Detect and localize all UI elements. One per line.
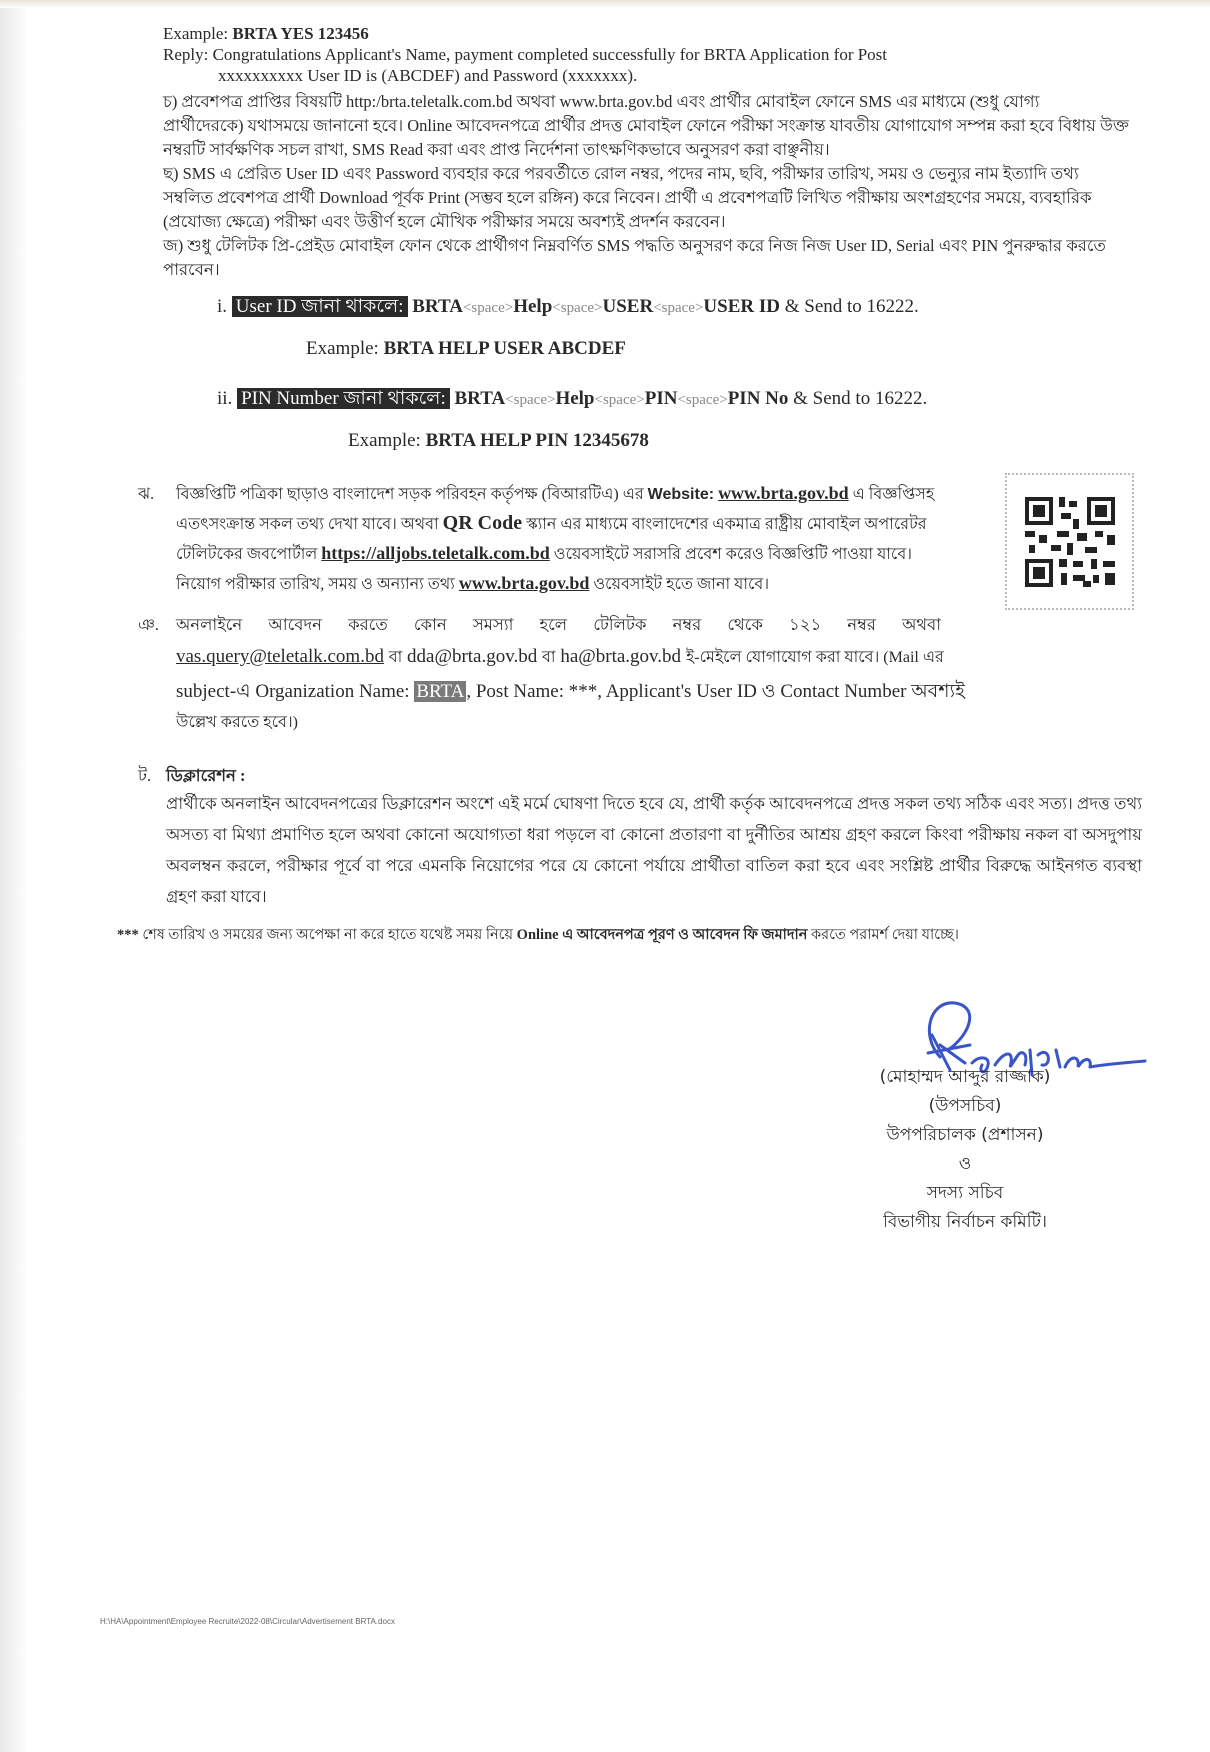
reply-label: Reply: bbox=[163, 45, 209, 64]
example-value: BRTA HELP PIN 12345678 bbox=[425, 430, 649, 451]
cmd-part: Help bbox=[513, 296, 553, 317]
cmd-part: BRTA bbox=[454, 388, 506, 409]
section-nya-line-1: অনলাইনে আবেদন করতে কোন সমস্যা হলে টেলিটক নম্বর থেকে ১২১ নম্বর অথবা bbox=[176, 615, 942, 634]
section-cha-line-2: প্রার্থীদেরকে) যথাসময়ে জানানো হবে। Online আবেদনপত্রে প্রার্থীর প্রদত্ত মোবাইল ফোনে পরীক্ষা সংক্রান্ত যাবতীয় যোগাযোগ সম্পন্ন করা হবে বিধায় উক্ত bbox=[163, 116, 1129, 135]
email-dda[interactable]: dda@brta.gov.bd bbox=[407, 646, 538, 667]
text: শেষ তারিখ ও সময়ের জন্য অপেক্ষা না করে হাতে যথেষ্ট সময় নিয়ে bbox=[142, 927, 514, 943]
section-jha-line-1 bbox=[176, 481, 934, 508]
org-name-highlight: BRTA bbox=[416, 681, 465, 702]
section-jha-line-3 bbox=[176, 541, 912, 568]
email-vas-query[interactable]: vas.query@teletalk.com.bd bbox=[176, 646, 384, 667]
section-nya-line-3 bbox=[176, 677, 965, 709]
signatory-title-2: সদস্য সচিব bbox=[926, 1183, 1004, 1203]
example-label: Example: bbox=[306, 338, 379, 359]
note-stars: *** bbox=[117, 927, 139, 943]
cmd-space: <space> bbox=[505, 392, 556, 408]
recovery-example-user bbox=[306, 338, 626, 360]
example-label: Example: bbox=[348, 430, 421, 451]
reply-line-2: xxxxxxxxxx User ID is (ABCDEF) and Password (xxxxxxx). bbox=[218, 66, 638, 85]
text: বা bbox=[542, 649, 556, 666]
example-value: BRTA HELP USER ABCDEF bbox=[383, 338, 626, 359]
text: নিয়োগ পরীক্ষার তারিখ, সময় ও অন্যান্য তথ্য bbox=[176, 576, 455, 593]
text: বিজ্ঞপ্তিটি পত্রিকা ছাড়াও বাংলাদেশ সড়ক পরিবহন কর্তৃপক্ষ (বিআরটিএ) এর bbox=[176, 486, 644, 503]
text: ওয়েবসাইটে সরাসরি প্রবেশ করেও বিজ্ঞপ্তিটি পাওয়া যাবে। bbox=[553, 546, 912, 563]
declaration-title: ডিক্লারেশন : bbox=[166, 766, 246, 785]
text: করতে পরামর্শ দেয়া যাচ্ছে। bbox=[810, 927, 959, 943]
scan-edge-shadow bbox=[0, 0, 28, 1752]
scan-top-edge bbox=[0, 0, 1210, 8]
section-cha-line-3: নম্বরটি সার্বক্ষণিক সচল রাখা, SMS Read করা এবং প্রাপ্ত নির্দেশনা তাৎক্ষণিকভাবে অনুসরণ করা বাঞ্ছনীয়। bbox=[163, 140, 830, 159]
section-jha-marker: ঝ. bbox=[138, 486, 155, 503]
text: স্ক্যান এর মাধ্যমে বাংলাদেশের একমাত্র রাষ্ট্রীয় মোবাইল অপারেটর bbox=[526, 516, 927, 533]
highlighted-label: PIN Number জানা থাকলে: bbox=[237, 388, 450, 409]
email-ha[interactable]: ha@brta.gov.bd bbox=[560, 646, 682, 667]
example-line bbox=[163, 24, 369, 44]
alljobs-link[interactable]: https://alljobs.teletalk.com.bd bbox=[321, 543, 550, 563]
example-label: Example: bbox=[163, 24, 229, 43]
brta-website-link[interactable]: www.brta.gov.bd bbox=[718, 483, 849, 503]
section-nya-line-4: উল্লেখ করতে হবে।) bbox=[176, 714, 298, 731]
section-ja-line-1: জ) শুধু টেলিটক প্রি-প্রেইড মোবাইল ফোন থেকে প্রার্থীগণ নিম্নবর্ণিত SMS পদ্ধতি অনুসরণ করে নিজ নিজ User ID, Serial এবং PIN পুনরুদ্ধার করতে bbox=[163, 236, 1106, 255]
qr-code[interactable] bbox=[1005, 473, 1134, 610]
deadline-note bbox=[117, 924, 959, 948]
website-label: Website: bbox=[647, 486, 715, 503]
note-emphasis: Online এ আবেদনপত্র পূরণ ও আবেদন ফি জমাদান bbox=[516, 927, 808, 943]
file-path-footer: H:\HA\Appointment\Employee Recruite\2022-08\Circular\Advertisement BRTA.docx bbox=[100, 1617, 395, 1626]
cmd-part: PIN No bbox=[727, 388, 789, 409]
cmd-part: USER ID bbox=[703, 296, 780, 317]
declaration-body: প্রার্থীকে অনলাইন আবেদনপত্রের ডিক্লারেশন অংশে এই মর্মে ঘোষণা দিতে হবে যে, প্রার্থী কর্তৃক আবেদনপত্রে প্রদত্ত সকল তথ্য সঠিক এবং সত্য। প্রদত্ত তথ্য অসত্য বা মিথ্যা প্রমাণিত হলে অথবা কোনো অযোগ্যতা ধরা পড়লে বা কোনো প্রতারণা বা দুর্নীতির আশ্রয় গ্রহণ করলে কিংবা পরীক্ষায় নকল বা অসদুপায় অবলম্বন করলে, পরীক্ষার পূর্বে বা পরে এমনকি নিয়োগের পরে যে কোনো পর্যায়ে প্রার্থীতা বাতিল করা হবে এবং সংশ্লিষ্ট প্রার্থীর বিরুদ্ধে আইনগত ব্যবস্থা গ্রহণ করা যাবে। bbox=[166, 794, 1142, 906]
signatory-title-1: উপপরিচালক (প্রশাসন) bbox=[886, 1125, 1044, 1145]
cmd-part: Help bbox=[555, 388, 595, 409]
brta-website-link-2[interactable]: www.brta.gov.bd bbox=[458, 573, 590, 593]
text: subject-এ Organization Name: bbox=[176, 681, 410, 702]
text: টেলিটকের জবপোর্টাল bbox=[176, 546, 318, 563]
recovery-example-pin bbox=[348, 430, 649, 452]
cmd-space: <space> bbox=[594, 392, 645, 408]
text: , Post Name: ***, Applicant's User ID ও Contact Number অবশ্যই bbox=[466, 681, 965, 702]
send-to: & Send to 16222. bbox=[784, 296, 919, 317]
signatory-title-3: বিভাগীয় নির্বাচন কমিটি। bbox=[883, 1212, 1047, 1232]
recovery-item-user-id bbox=[217, 292, 919, 324]
text: বা bbox=[388, 649, 403, 666]
text: এতৎসংক্রান্ত সকল তথ্য দেখা যাবে। অথবা bbox=[176, 516, 439, 533]
cmd-space: <space> bbox=[462, 300, 514, 316]
section-nya-line-2 bbox=[176, 644, 944, 671]
cmd-space: <space> bbox=[653, 300, 704, 316]
text: ওয়েবসাইট হতে জানা যাবে। bbox=[593, 576, 770, 593]
section-jha-line-4 bbox=[176, 571, 769, 598]
reply-line-1 bbox=[163, 45, 887, 65]
highlighted-label: User ID জানা থাকলে: bbox=[232, 296, 408, 317]
cmd-space: <space> bbox=[552, 300, 603, 316]
signatory-rank: (উপসচিব) bbox=[928, 1096, 1002, 1116]
item-number: ii. bbox=[217, 388, 233, 409]
example-value: BRTA YES 123456 bbox=[232, 24, 369, 43]
section-ja-line-2: পারবেন। bbox=[163, 260, 220, 279]
signatory-and: ও bbox=[958, 1154, 972, 1174]
reply-text: Congratulations Applicant's Name, payment completed successfully for BRTA Application for Post bbox=[212, 45, 888, 64]
qr-code-icon bbox=[1007, 475, 1132, 608]
cmd-part: USER bbox=[602, 296, 654, 317]
item-number: i. bbox=[217, 296, 228, 317]
section-chha-line-3: (প্রযোজ্য ক্ষেত্রে) পরীক্ষা এবং উত্তীর্ণ হলে মৌখিক পরীক্ষার সময়ে অবশ্যই প্রদর্শন করবেন। bbox=[163, 212, 726, 231]
text: এ বিজ্ঞপ্তিসহ bbox=[852, 486, 935, 503]
send-to: & Send to 16222. bbox=[793, 388, 928, 409]
section-chha-line-1: ছ) SMS এ প্রেরিত User ID এবং Password ব্যবহার করে পরবর্তীতে রোল নম্বর, পদের নাম, ছবি, পরীক্ষার তারিখ, সময় ও ভেন্যুর নাম ইত্যাদি তথ্য bbox=[163, 164, 1079, 183]
declaration-marker: ট. bbox=[138, 766, 152, 785]
cmd-part: BRTA bbox=[412, 296, 463, 317]
qr-code-label: QR Code bbox=[442, 512, 523, 534]
section-jha-line-2 bbox=[176, 511, 927, 538]
cmd-part: PIN bbox=[644, 388, 678, 409]
section-nya-marker: ঞ. bbox=[138, 617, 159, 634]
signatory-name: (মোহাম্মদ আব্দুর রাজ্জাক) bbox=[879, 1067, 1051, 1087]
cmd-space: <space> bbox=[677, 392, 728, 408]
recovery-item-pin bbox=[217, 384, 927, 416]
section-cha-line-1: চ) প্রবেশপত্র প্রাপ্তির বিষয়টি http:/brta.teletalk.com.bd অথবা www.brta.gov.bd এবং প্রার্থীর মোবাইল ফোনে SMS এর মাধ্যমে (শুধু যোগ্য bbox=[163, 92, 1040, 111]
text: ই-মেইলে যোগাযোগ করা যাবে। (Mail এর bbox=[685, 649, 944, 666]
section-chha-line-2: সম্বলিত প্রবেশপত্র প্রার্থী Download পূর্বক Print (সম্ভব হলে রঙ্গিন) করে নিবেন। প্রার্থী এ প্রবেশপত্রটি লিখিত পরীক্ষায় অংশগ্রহণের সময়ে, ব্যবহারিক bbox=[163, 188, 1092, 207]
